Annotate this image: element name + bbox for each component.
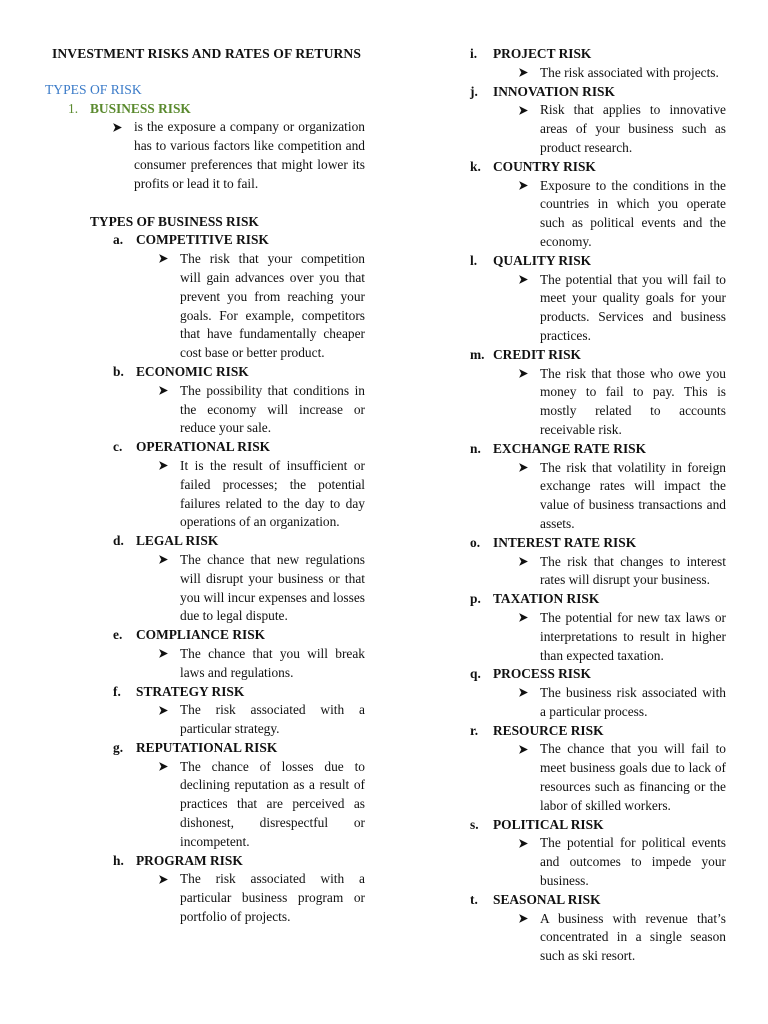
risk-item-letter: n. (470, 440, 481, 456)
risk-item-letter: p. (470, 591, 481, 607)
risk-item-description (518, 64, 726, 83)
risk-item-letter: d. (113, 533, 124, 549)
risk-item-letter: i. (470, 46, 478, 61)
risk-item-description (158, 645, 365, 683)
arrowhead-bullet-icon (518, 177, 540, 252)
risk-item-description-text: The potential for new tax laws or interpretations to result in higher than expected taxation. (540, 609, 726, 663)
arrowhead-bullet-icon (518, 910, 540, 966)
risk-item-heading (113, 852, 365, 871)
risk-item-description (158, 457, 365, 532)
risk-item-heading (113, 683, 365, 702)
risk-item-letter: s. (470, 816, 479, 832)
business-risk-number: 1. (68, 100, 79, 116)
business-risk-description (112, 118, 365, 193)
business-risk-label: BUSINESS RISK (90, 100, 191, 116)
risk-item-heading (470, 722, 726, 741)
risk-item-description (158, 701, 365, 739)
risk-item-description-text: The risk that volatility in foreign exchange rates will impact the value of business transactions and assets. (540, 459, 726, 531)
risk-item-name: SEASONAL RISK (493, 891, 601, 907)
risk-item-name: CREDIT RISK (493, 346, 581, 362)
risk-item-description (518, 910, 726, 966)
risk-item-description (158, 870, 365, 926)
arrowhead-bullet-icon (518, 684, 540, 722)
risk-item-heading (470, 252, 726, 271)
risk-item-heading (470, 590, 726, 609)
risk-item-heading (113, 532, 365, 551)
risk-item-description-text: A business with revenue that’s concentrated in a single season such as ski resort. (540, 910, 726, 964)
risk-item-heading (470, 158, 726, 177)
risk-item-description-text: The risk associated with a particular business program or portfolio of projects. (180, 871, 365, 925)
risk-item-heading (470, 816, 726, 835)
risk-item-letter: g. (113, 739, 124, 755)
risk-item-letter: a. (113, 232, 124, 248)
risk-item-description-text: Exposure to the conditions in the countries in which you operate such as political events and the economy. (540, 177, 726, 249)
risk-item-letter: f. (113, 683, 121, 699)
risk-item-heading (113, 739, 365, 758)
business-risk-heading (68, 100, 365, 119)
left-column (45, 45, 365, 927)
risk-item-letter: h. (113, 852, 124, 868)
risk-item-description (158, 551, 365, 626)
risk-item-heading (470, 534, 726, 553)
risk-item-description-text: The chance of losses due to declining reputation as a result of practices that are perceived as dishonest, disrespectful or incompetent. (180, 758, 365, 849)
risk-item-name: RESOURCE RISK (493, 722, 604, 738)
risk-item-description-text: It is the result of insufficient or failed processes; the potential failures related to the day to day operations of an organization. (180, 457, 365, 530)
risk-item-description-text: The risk that changes to interest rates will disrupt your business. (540, 553, 726, 588)
arrowhead-bullet-icon (518, 553, 540, 591)
risk-item-description-text: The chance that you will break laws and regulations. (180, 645, 365, 680)
arrowhead-bullet-icon (158, 701, 180, 739)
risk-item-description (518, 834, 726, 890)
risk-item-name: OPERATIONAL RISK (136, 439, 271, 455)
risk-item-description-text: The risk associated with a particular strategy. (180, 702, 365, 737)
risk-item-description-text: Risk that applies to innovative areas of your business such as product research. (540, 102, 726, 155)
risk-item-description (158, 250, 365, 363)
risk-item-heading (470, 83, 726, 102)
risk-item-heading (470, 346, 726, 365)
arrowhead-bullet-icon (518, 101, 540, 157)
arrowhead-bullet-icon (158, 870, 180, 926)
risk-item-name: PROGRAM RISK (136, 852, 243, 868)
risk-item-name: STRATEGY RISK (136, 683, 245, 699)
risk-item-name: POLITICAL RISK (493, 816, 604, 832)
arrowhead-bullet-icon (518, 271, 540, 346)
risk-item-heading (470, 45, 726, 64)
left-risk-list (45, 231, 365, 926)
risk-item-description (518, 684, 726, 722)
risk-item-description (158, 758, 365, 852)
risk-item-description (518, 365, 726, 440)
risk-item-letter: o. (470, 534, 481, 550)
risk-item-heading (470, 891, 726, 910)
right-column (470, 45, 726, 966)
risk-item-name: INTEREST RATE RISK (493, 534, 637, 550)
arrowhead-bullet-icon (518, 459, 540, 534)
risk-item-letter: j. (470, 83, 478, 99)
risk-item-name: INNOVATION RISK (493, 83, 615, 99)
risk-item-heading (113, 438, 365, 457)
types-of-business-risk-heading: TYPES OF BUSINESS RISK (90, 213, 259, 229)
risk-item-description (518, 101, 726, 157)
arrowhead-bullet-icon (158, 250, 180, 363)
arrowhead-bullet-icon (158, 551, 180, 626)
arrowhead-bullet-icon (158, 382, 180, 438)
arrowhead-bullet-icon (158, 457, 180, 532)
risk-item-description (518, 459, 726, 534)
types-of-risk-heading: TYPES OF RISK (45, 81, 142, 97)
risk-item-letter: l. (470, 252, 478, 268)
risk-item-letter: b. (113, 363, 124, 379)
arrowhead-bullet-icon (518, 64, 540, 83)
risk-item-name: COUNTRY RISK (493, 158, 596, 174)
risk-item-heading (470, 440, 726, 459)
risk-item-description (518, 177, 726, 252)
risk-item-name: REPUTATIONAL RISK (136, 739, 278, 755)
risk-item-description (518, 740, 726, 815)
risk-item-heading (113, 626, 365, 645)
risk-item-name: QUALITY RISK (493, 252, 592, 268)
risk-item-name: ECONOMIC RISK (136, 363, 249, 379)
risk-item-letter: q. (470, 666, 481, 682)
risk-item-description-text: The potential that you will fail to meet your quality goals for your products. Services and business practices. (540, 271, 726, 343)
risk-item-heading (113, 363, 365, 382)
business-risk-description-text: is the exposure a company or organization has to various factors like competition and consumer preferences that might lower its profits or lead it to fail. (134, 119, 365, 191)
risk-item-name: PROJECT RISK (493, 46, 592, 61)
risk-item-letter: k. (470, 158, 481, 174)
risk-item-description-text: The chance that you will fail to meet business goals due to lack of resources such as financing or the labor of skilled workers. (540, 741, 726, 813)
risk-item-name: LEGAL RISK (136, 533, 219, 549)
risk-item-description-text: The chance that new regulations will disrupt your business or that you will incur expenses and losses due to legal dispute. (180, 551, 365, 624)
arrowhead-bullet-icon (158, 758, 180, 852)
risk-item-name: TAXATION RISK (493, 591, 600, 607)
risk-item-heading (113, 231, 365, 250)
risk-item-description (518, 271, 726, 346)
risk-item-letter: m. (470, 346, 485, 362)
risk-item-heading (470, 665, 726, 684)
risk-item-letter: c. (113, 439, 123, 455)
arrowhead-bullet-icon (518, 365, 540, 440)
document-title: INVESTMENT RISKS AND RATES OF RETURNS (52, 46, 362, 61)
risk-item-description-text: The business risk associated with a particular process. (540, 685, 726, 719)
risk-item-letter: e. (113, 627, 123, 643)
right-risk-list (470, 45, 726, 966)
risk-item-description-text: The potential for political events and outcomes to impede your business. (540, 835, 726, 889)
risk-item-description-text: The risk associated with projects. (540, 64, 719, 80)
risk-item-letter: r. (470, 722, 479, 738)
risk-item-description (158, 382, 365, 438)
risk-item-name: COMPETITIVE RISK (136, 232, 269, 248)
risk-item-name: PROCESS RISK (493, 666, 591, 682)
risk-item-description (518, 553, 726, 591)
risk-item-description (518, 609, 726, 665)
arrowhead-bullet-icon (518, 609, 540, 665)
risk-item-description-text: The risk that your competition will gain advances over you that prevent you from reaching your goals. For example, competitors that have fundamentally cheaper cost base or better product. (180, 251, 365, 361)
arrowhead-bullet-icon (112, 118, 134, 193)
arrowhead-bullet-icon (158, 645, 180, 683)
arrowhead-bullet-icon (518, 740, 540, 815)
risk-item-description-text: The possibility that conditions in the economy will increase or reduce your sale. (180, 382, 365, 436)
risk-item-name: EXCHANGE RATE RISK (493, 440, 647, 456)
risk-item-description-text: The risk that those who owe you money to fail to pay. This is mostly related to accounts receivable risk. (540, 365, 726, 437)
risk-item-name: COMPLIANCE RISK (136, 627, 266, 643)
arrowhead-bullet-icon (518, 834, 540, 890)
risk-item-letter: t. (470, 891, 478, 907)
